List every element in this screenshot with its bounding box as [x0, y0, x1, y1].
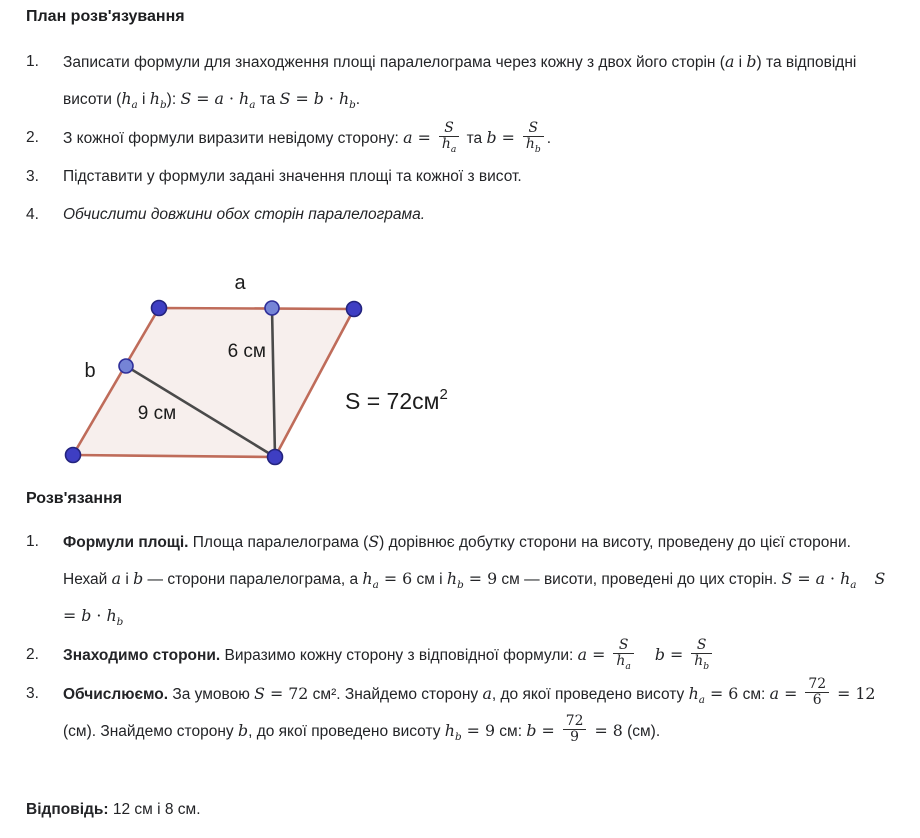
- math-operator: =: [63, 606, 82, 625]
- list-item: [26, 676, 898, 750]
- math-var: $h_a$: [121, 89, 138, 112]
- text: ):: [166, 91, 181, 108]
- text: — сторони паралелограма, а: [143, 571, 363, 588]
- text: та: [255, 91, 280, 108]
- answer-text: 12 см і 8 см.: [108, 801, 201, 818]
- math-subscript: b: [116, 616, 124, 629]
- vertex-point: [66, 448, 81, 463]
- text: см². Знайдемо сторону: [308, 686, 483, 703]
- math-number: 9: [570, 729, 580, 746]
- fraction-denominator: [563, 730, 587, 746]
- math-var: $h_a$: [616, 653, 631, 673]
- height-a-label: 6 см: [227, 341, 266, 362]
- text: см і: [412, 571, 447, 588]
- math-var: a: [482, 684, 492, 703]
- math-number: 6: [728, 684, 739, 703]
- math-var: b: [237, 721, 249, 740]
- bold-text: Обчислюємо.: [63, 686, 169, 703]
- fraction-numerator: S: [691, 638, 712, 655]
- solution-heading: Розв'язання: [26, 490, 123, 507]
- list-item-number: 1.: [26, 53, 39, 70]
- math-number: 12: [855, 684, 876, 703]
- area-label-text: S = 72см: [345, 388, 440, 414]
- list-item: [26, 159, 898, 195]
- math-operator: =: [412, 128, 436, 147]
- math-var: b: [526, 721, 537, 740]
- math-number: 6: [402, 569, 413, 588]
- math-var: a: [111, 569, 122, 588]
- fraction-numerator: S: [439, 121, 459, 138]
- math-var: $h_a$: [239, 89, 256, 112]
- side-a-label: a: [234, 272, 246, 294]
- list-item-number: 2.: [26, 646, 39, 663]
- fraction-numerator: 72: [805, 677, 829, 694]
- math-number: 9: [487, 569, 498, 588]
- math-var: $h_b$: [149, 89, 167, 112]
- list-item-number: 1.: [26, 533, 39, 550]
- math-operator: =: [378, 569, 403, 588]
- math-operator: =: [463, 569, 488, 588]
- math-number: 6: [812, 692, 822, 709]
- math-var: $h_a$: [840, 569, 857, 592]
- math-var: b: [81, 606, 92, 625]
- math-subscript: a: [698, 694, 705, 707]
- answer-label: Відповідь:: [26, 801, 109, 818]
- math-var: b: [486, 128, 497, 147]
- math-operator: ·: [91, 606, 107, 625]
- text: (см). Знайдемо сторону: [63, 723, 238, 740]
- math-subscript: b: [703, 661, 710, 673]
- math-operator: =: [536, 721, 560, 740]
- math-subscript: b: [457, 579, 464, 592]
- math-operator: =: [832, 684, 856, 703]
- text: і: [734, 54, 747, 71]
- math-number: 72: [288, 684, 309, 703]
- math-var: a: [724, 52, 735, 71]
- vertex-point: [347, 302, 362, 317]
- math-subscript: a: [625, 661, 631, 673]
- math-var: $h_b$: [694, 653, 710, 673]
- fraction: [523, 119, 544, 156]
- text: З кожної формули виразити невідому сторону:: [63, 130, 404, 147]
- text: і: [121, 571, 134, 588]
- plan-list: [26, 44, 898, 235]
- fraction-denominator: [613, 653, 633, 673]
- text: , до якої проведено висоту: [491, 686, 689, 703]
- math-var: a: [815, 569, 825, 588]
- math-operator: =: [664, 645, 689, 664]
- math-operator: ·: [323, 89, 339, 108]
- text: (см).: [622, 723, 661, 740]
- text: ) дорівнює добутку сторони на висоту, проведену до цієї сторони. Нехай: [63, 534, 851, 588]
- fraction-numerator: S: [613, 638, 633, 655]
- text: см:: [738, 686, 770, 703]
- fraction: [563, 714, 587, 746]
- text: , до якої проведено висоту: [248, 723, 445, 740]
- math-operator: =: [587, 645, 611, 664]
- math-subscript: b: [159, 99, 167, 112]
- vertex-point: [268, 450, 283, 465]
- math-operator: =: [496, 128, 520, 147]
- math-operator: =: [705, 684, 729, 703]
- math-var: S: [874, 569, 886, 588]
- list-item-text: [63, 676, 898, 750]
- plan-heading: План розв'язування: [26, 8, 185, 25]
- math-var: b: [133, 569, 144, 588]
- fraction-denominator: [439, 136, 459, 156]
- math-operator: =: [779, 684, 803, 703]
- fraction: [439, 119, 459, 156]
- list-item-number: 2.: [26, 129, 39, 146]
- text: та: [462, 130, 487, 147]
- math-operator: =: [461, 721, 485, 740]
- bold-text: Знаходимо сторони.: [63, 647, 221, 664]
- text: см:: [495, 723, 527, 740]
- text: За умовою: [168, 686, 255, 703]
- math-subscript: a: [450, 144, 457, 156]
- math-subscript: a: [249, 99, 256, 112]
- math-var: $h_a$: [688, 684, 705, 707]
- list-item-text: [63, 44, 898, 118]
- math-var: a: [403, 128, 413, 147]
- math-operator: =: [290, 89, 314, 108]
- fraction-denominator: [805, 693, 829, 709]
- text: .: [546, 130, 552, 147]
- list-item: [26, 120, 898, 157]
- answer-line: [26, 801, 201, 819]
- text: Площа паралелограма (: [188, 534, 369, 551]
- height-foot-point: [119, 359, 133, 373]
- fraction: [691, 636, 712, 673]
- text: Записати формули для знаходження площі паралелограма через кожну з двох його сторін (: [63, 54, 725, 71]
- math-var: b: [313, 89, 324, 108]
- math-var: $h_a$: [362, 569, 379, 592]
- vertex-point: [152, 301, 167, 316]
- math-operator: =: [191, 89, 215, 108]
- list-item-text: [63, 120, 898, 157]
- math-operator: =: [589, 721, 613, 740]
- area-label: [345, 386, 448, 414]
- math-subscript: b: [349, 99, 356, 112]
- math-var: a: [214, 89, 224, 108]
- text: Виразимо кожну сторону з відповідної формули:: [220, 647, 578, 664]
- math-var: $h_b$: [525, 136, 541, 156]
- math-var: $h_b$: [446, 569, 464, 592]
- parallelogram-figure: [26, 255, 546, 480]
- math-var: a: [769, 684, 780, 703]
- math-var: b: [654, 645, 665, 664]
- list-item-text: [63, 637, 898, 674]
- solution-list: [26, 524, 898, 752]
- height-b-label: 9 см: [137, 403, 177, 424]
- list-item-text: [63, 524, 898, 635]
- fraction: [805, 677, 829, 709]
- bold-text: Формули площі.: [63, 534, 189, 551]
- math-subscript: b: [534, 144, 541, 156]
- math-number: 8: [612, 721, 623, 740]
- math-subscript: a: [850, 579, 857, 592]
- math-subscript: a: [131, 99, 138, 112]
- math-var: $h_b$: [444, 721, 462, 744]
- list-item-text: [63, 197, 898, 233]
- area-label-superscript: 2: [439, 386, 448, 403]
- list-item-number: 3.: [26, 685, 39, 702]
- fraction-denominator: [523, 136, 544, 156]
- list-item: [26, 197, 898, 233]
- math-var: a: [577, 645, 588, 664]
- list-item: [26, 524, 898, 635]
- fraction: [613, 636, 633, 673]
- math-var: $h_b$: [338, 89, 356, 112]
- math-operator: =: [792, 569, 816, 588]
- list-item: [26, 637, 898, 674]
- fraction-numerator: S: [523, 121, 544, 138]
- list-item-number: 3.: [26, 168, 39, 185]
- math-var: $h_b$: [106, 606, 124, 629]
- text: см — висоти, проведені до цих сторін.: [497, 571, 782, 588]
- math-var: b: [746, 52, 757, 71]
- text: і: [137, 91, 150, 108]
- math-var: S: [368, 532, 380, 551]
- math-operator: ·: [825, 569, 841, 588]
- fraction-denominator: [691, 653, 712, 673]
- list-item-number: 4.: [26, 206, 39, 223]
- italic-text: Обчислити довжини обох сторін паралелограма.: [63, 206, 426, 223]
- text: .: [355, 91, 361, 108]
- math-var: S: [279, 89, 291, 108]
- math-var: S: [254, 684, 265, 703]
- side-b-label: b: [84, 360, 96, 382]
- math-number: 9: [484, 721, 495, 740]
- math-var: $h_a$: [441, 136, 457, 156]
- text: Підставити у формули задані значення площі та кожної з висот.: [63, 168, 522, 185]
- fraction-numerator: 72: [563, 714, 587, 731]
- list-item: [26, 44, 898, 118]
- height-foot-point: [265, 301, 279, 315]
- math-subscript: b: [454, 731, 462, 744]
- text: ) та відповідні висоти (: [63, 54, 857, 108]
- list-item-text: [63, 159, 898, 195]
- math-subscript: a: [372, 579, 379, 592]
- math-operator: =: [264, 684, 289, 703]
- math-var: S: [180, 89, 192, 108]
- parallelogram-shape: [73, 308, 354, 457]
- math-operator: ·: [223, 89, 240, 108]
- math-var: S: [781, 569, 793, 588]
